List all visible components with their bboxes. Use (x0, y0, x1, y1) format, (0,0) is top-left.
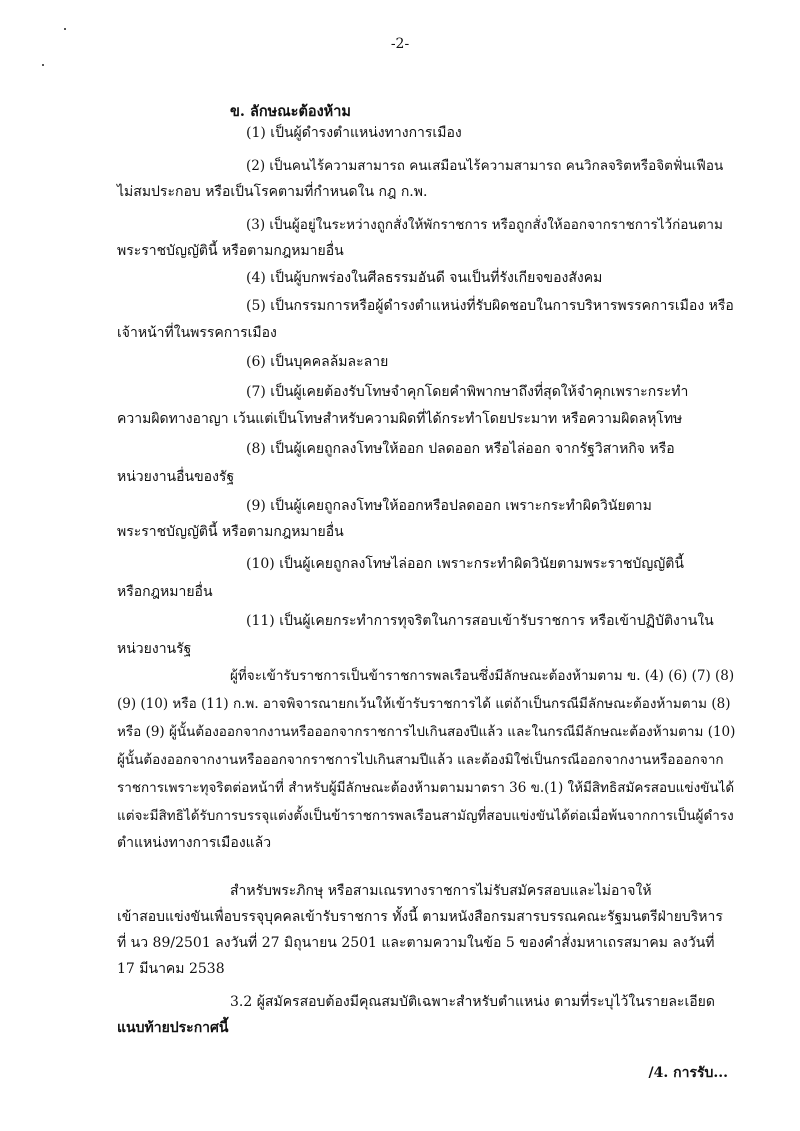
item-11-line1: (11) เป็นผู้เคยกระทำการทุจริตในการสอบเข้ารับราชการ หรือเข้าปฏิบัติงานใน (246, 613, 714, 629)
item-2-line1: (2) เป็นคนไร้ความสามารถ คนเสมือนไร้ความสามารถ คนวิกลจริตหรือจิตฟั่นเฟือน (246, 158, 724, 174)
monks-line-3: ที่ นว 89/2501 ลงวันที่ 27 มิถุนายน 2501 และตามความในข้อ 5 ของคำสั่งมหาเถรสมาคม ลงวันที่ (117, 935, 715, 951)
scan-mark (64, 28, 66, 30)
item-3-line1: (3) เป็นผู้อยู่ในระหว่างถูกสั่งให้พักราชการ หรือถูกสั่งให้ออกจากราชการไว้ก่อนตาม (246, 217, 723, 233)
scan-mark (42, 64, 44, 66)
exemption-line-7: ตำแหน่งทางการเมืองแล้ว (117, 835, 272, 851)
item-10-line1: (10) เป็นผู้เคยถูกลงโทษไล่ออก เพราะกระทำผิดวินัยตามพระราชบัญญัตินี้ (246, 556, 684, 572)
item-9-line1: (9) เป็นผู้เคยถูกลงโทษให้ออกหรือปลดออก เพราะกระทำผิดวินัยตาม (246, 498, 652, 514)
item-5-line1: (5) เป็นกรรมการหรือผู้ดำรงตำแหน่งที่รับผิดชอบในการบริหารพรรคการเมือง หรือ (246, 298, 734, 314)
exemption-line-3: หรือ (9) ผู้นั้นต้องออกจากงานหรือออกจากราชการไปเกินสองปีแล้ว และในกรณีมีลักษณะต้องห้ามตาม (10) (117, 724, 736, 740)
qualification-line-1: 3.2 ผู้สมัครสอบต้องมีคุณสมบัติเฉพาะสำหรับตำแหน่ง ตามที่ระบุไว้ในรายละเอียด (230, 994, 715, 1010)
item-10-line2: หรือกฎหมายอื่น (117, 584, 213, 600)
qualification-line-2: แนบท้ายประกาศนี้ (117, 1020, 229, 1036)
item-8-line1: (8) เป็นผู้เคยถูกลงโทษให้ออก ปลดออก หรือไล่ออก จากรัฐวิสาหกิจ หรือ (246, 441, 675, 457)
exemption-line-1: ผู้ที่จะเข้ารับราชการเป็นข้าราชการพลเรือนซึ่งมีลักษณะต้องห้ามตาม ข. (4) (6) (7) (8) (230, 668, 735, 684)
item-7-line1: (7) เป็นผู้เคยต้องรับโทษจำคุกโดยคำพิพากษาถึงที่สุดให้จำคุกเพราะกระทำ (246, 384, 689, 400)
item-9-line2: พระราชบัญญัตินี้ หรือตามกฎหมายอื่น (117, 524, 344, 540)
monks-line-4: 17 มีนาคม 2538 (117, 961, 225, 977)
monks-line-2: เข้าสอบแข่งขันเพื่อบรรจุบุคคลเข้ารับราชการ ทั้งนี้ ตามหนังสือกรมสารบรรณคณะรัฐมนตรีฝ่ายบริหาร (117, 909, 723, 925)
exemption-line-2: (9) (10) หรือ (11) ก.พ. อาจพิจารณายกเว้นให้เข้ารับราชการได้ แต่ถ้าเป็นกรณีมีลักษณะต้องห้ามตาม (8) (117, 696, 731, 712)
exemption-line-5: ราชการเพราะทุจริตต่อหน้าที่ สำหรับผู้มีลักษณะต้องห้ามตามมาตรา 36 ข.(1) ให้มีสิทธิสมัครสอบแข่งขันได้ (117, 780, 735, 796)
footer-continuation: /4. การรับ... (648, 1065, 728, 1081)
item-4-line1: (4) เป็นผู้บกพร่องในศีลธรรมอันดี จนเป็นที่รังเกียจของสังคม (246, 270, 603, 286)
monks-line-1: สำหรับพระภิกษุ หรือสามเณรทางราชการไม่รับสมัครสอบและไม่อาจให้ (230, 883, 652, 899)
page-number: -2- (390, 36, 410, 52)
item-11-line2: หน่วยงานรัฐ (117, 641, 192, 657)
section-heading: ข. ลักษณะต้องห้าม (230, 103, 351, 120)
item-8-line2: หน่วยงานอื่นของรัฐ (117, 469, 235, 485)
exemption-line-4: ผู้นั้นต้องออกจากงานหรือออกจากราชการไปเกินสามปีแล้ว และต้องมิใช่เป็นกรณีออกจากงานหรือออกจาก (117, 752, 724, 768)
item-6-line1: (6) เป็นบุคคลล้มละลาย (246, 354, 389, 370)
item-2-line2: ไม่สมประกอบ หรือเป็นโรคตามที่กำหนดใน กฎ ก.พ. (117, 184, 428, 200)
item-7-line2: ความผิดทางอาญา เว้นแต่เป็นโทษสำหรับความผิดที่ได้กระทำโดยประมาท หรือความผิดลหุโทษ (117, 411, 683, 427)
item-3-line2: พระราชบัญญัตินี้ หรือตามกฎหมายอื่น (117, 243, 344, 259)
item-1-line1: (1) เป็นผู้ดำรงตำแหน่งทางการเมือง (246, 125, 462, 141)
item-5-line2: เจ้าหน้าที่ในพรรคการเมือง (117, 325, 277, 341)
exemption-line-6: แต่จะมีสิทธิได้รับการบรรจุแต่งตั้งเป็นข้าราชการพลเรือนสามัญที่สอบแข่งขันได้ต่อเมื่อพ้นจากการเป็นผู้ดำรง (117, 808, 734, 824)
